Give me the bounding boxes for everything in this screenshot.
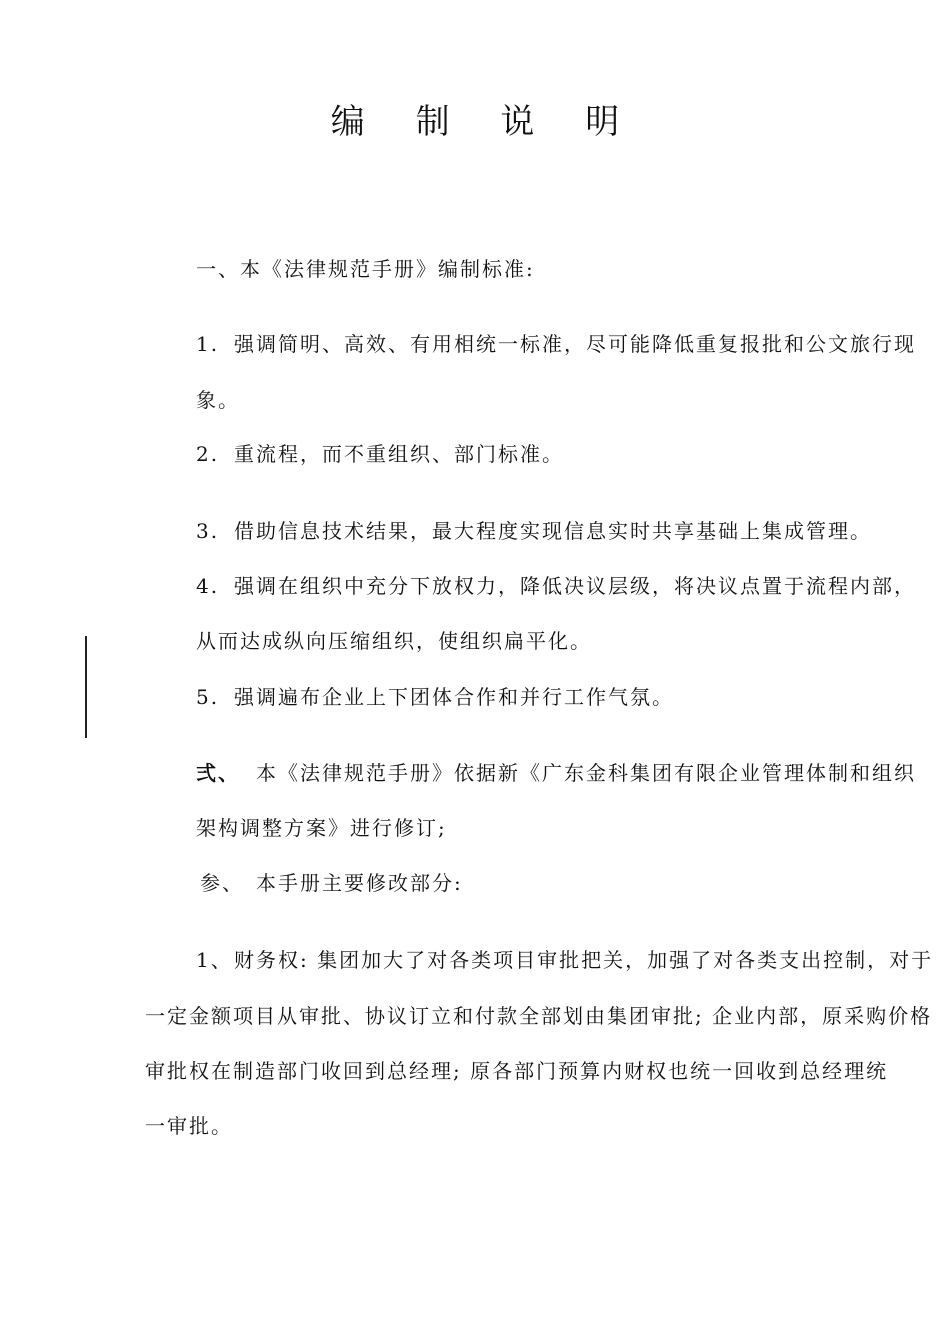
list-item-text: 借助信息技术结果，最大程度实现信息实时共享基础上集成管理。 [234,519,872,543]
list-item-text: 强调遍布企业上下团体合作和并行工作气氛。 [234,685,674,709]
section3-item1-line4: 一审批。 [145,1114,233,1138]
section2-text: 本《法律规范手册》依据新《广东金科集团有限企业管理体制和组织 [256,761,916,785]
section3-item1-line1 [196,945,933,975]
section2-continuation: 架构调整方案》进行修订; [196,816,447,840]
list-item-number: 2. [196,442,220,466]
list-item-text: 财务权: 集团加大了对各类项目审批把关，加强了对各类支出控制，对于 [234,948,934,972]
section3-text: 本手册主要修改部分: [256,871,463,895]
section2-marker: 弍、 [196,761,240,785]
margin-revision-bar [85,636,87,738]
list-item-text: 重流程，而不重组织、部门标准。 [234,442,564,466]
section2-paragraph [196,758,916,788]
list-item-text: 强调在组织中充分下放权力，降低决议层级，将决议点置于流程内部， [234,574,916,598]
list-item-text: 强调简明、高效、有用相统一标准，尽可能降低重复报批和公文旅行现 [234,332,916,356]
list-item-5 [196,682,674,712]
list-item-1-continuation: 象。 [196,388,240,412]
list-item-number: 1、 [196,948,233,972]
list-item-number: 5. [196,685,220,709]
section3-item1-line2: 一定金额项目从审批、协议订立和付款全部划由集团审批; 企业内部，原采购价格 [145,1004,933,1028]
section3-marker: 参、 [200,871,244,895]
section3-item1-line3: 审批权在制造部门收回到总经理; 原各部门预算内财权也统一回收到总经理统 [145,1059,889,1083]
list-item-number: 1. [196,332,220,356]
list-item-number: 3. [196,519,220,543]
list-item-1 [196,329,916,359]
list-item-4-continuation: 从而达成纵向压缩组织，使组织扁平化。 [196,629,592,653]
section3-heading [200,868,463,898]
list-item-4 [196,571,916,601]
list-item-number: 4. [196,574,220,598]
list-item-3 [196,516,872,546]
section1-heading: 一、本《法律规范手册》编制标准: [196,257,535,281]
document-title: 编 制 说 明 [330,102,640,142]
list-item-2 [196,439,564,469]
